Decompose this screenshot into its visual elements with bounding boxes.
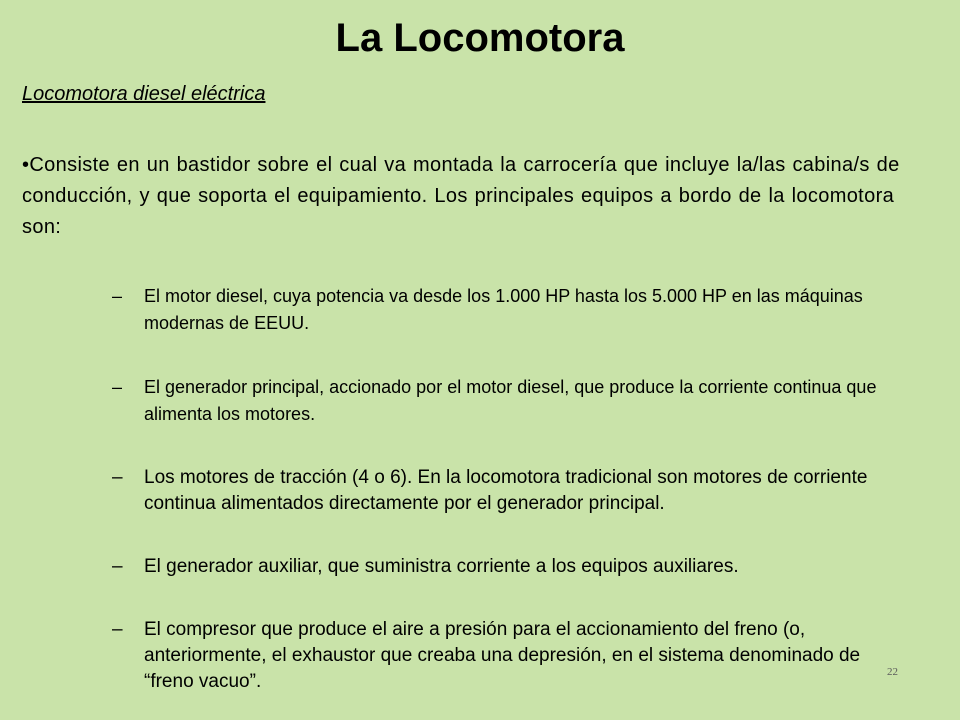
list-item-text: El generador auxiliar, que suministra corriente a los equipos auxiliares. <box>144 556 739 577</box>
list-item-text: El motor diesel, cuya potencia va desde los 1.000 HP hasta los 5.000 HP en las máquinas modernas de EEUU. <box>144 286 863 333</box>
list-item-text: El compresor que produce el aire a presión para el accionamiento del freno (o, anteriormente, el exhaustor que creaba una depresión, en el sistema denominado de “freno vacuo”. <box>144 619 861 692</box>
slide-title: La Locomotora <box>335 16 625 60</box>
intro-paragraph: •Consiste en un bastidor sobre el cual va montada la carrocería que incluye la/las cabina/s de conducción, y que soporta el equipamiento. Los principales equipos a bordo de la locomotora son: <box>22 154 900 238</box>
page-number: 22 <box>887 666 898 678</box>
list-item-text: El generador principal, accionado por el motor diesel, que produce la corriente continua que alimenta los motores. <box>144 377 877 424</box>
equipment-list <box>112 283 912 695</box>
dash-marker: – <box>112 377 123 397</box>
dash-marker: – <box>112 286 123 306</box>
dash-marker: – <box>112 467 123 488</box>
list-item <box>112 283 912 337</box>
list-item-text: Los motores de tracción (4 o 6). En la locomotora tradicional son motores de corriente continua alimentados directamente por el generador principal. <box>144 467 868 514</box>
list-item <box>112 554 912 580</box>
list-item <box>112 465 912 517</box>
dash-marker: – <box>112 556 123 577</box>
list-item <box>112 617 912 695</box>
list-item <box>112 374 912 428</box>
slide-subtitle: Locomotora diesel eléctrica <box>22 83 266 105</box>
dash-marker: – <box>112 619 123 640</box>
